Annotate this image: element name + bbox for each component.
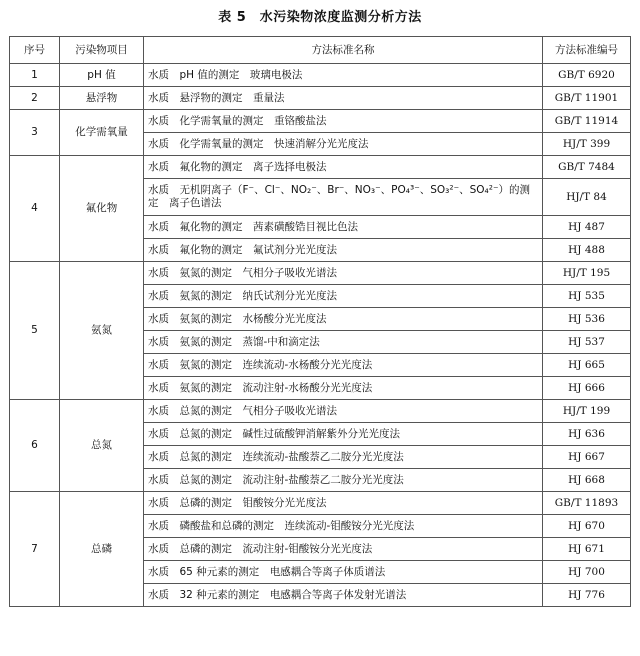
method-code-cell: HJ 700 xyxy=(543,561,631,584)
table-row xyxy=(10,400,631,423)
method-code-cell: HJ 667 xyxy=(543,446,631,469)
method-name-cell: 水质 65 种元素的测定 电感耦合等离子体质谱法 xyxy=(144,561,543,584)
method-code-cell: GB/T 11893 xyxy=(543,492,631,515)
method-code-cell: HJ/T 84 xyxy=(543,179,631,216)
method-name-cell: 水质 总氮的测定 连续流动-盐酸萘乙二胺分光光度法 xyxy=(144,446,543,469)
header-method: 方法标准名称 xyxy=(144,37,543,64)
table-body xyxy=(10,64,631,607)
method-name-cell: 水质 pH 值的测定 玻璃电极法 xyxy=(144,64,543,87)
seq-cell: 7 xyxy=(10,492,60,607)
pollutant-item-cell: 总氮 xyxy=(60,400,144,492)
pollutant-item-cell: 总磷 xyxy=(60,492,144,607)
method-code-cell: HJ/T 199 xyxy=(543,400,631,423)
method-code-cell: HJ 636 xyxy=(543,423,631,446)
method-name-cell: 水质 总磷的测定 流动注射-钼酸铵分光光度法 xyxy=(144,538,543,561)
table-row xyxy=(10,87,631,110)
method-code-cell: HJ 665 xyxy=(543,354,631,377)
table-row xyxy=(10,492,631,515)
method-code-cell: GB/T 7484 xyxy=(543,156,631,179)
method-name-cell: 水质 化学需氧量的测定 快速消解分光光度法 xyxy=(144,133,543,156)
method-code-cell: HJ 487 xyxy=(543,216,631,239)
method-name-cell: 水质 氟化物的测定 离子选择电极法 xyxy=(144,156,543,179)
table-caption: 表 5 水污染物浓度监测分析方法 xyxy=(218,10,422,25)
method-code-cell: HJ 670 xyxy=(543,515,631,538)
header-row xyxy=(10,37,631,64)
method-code-cell: HJ 535 xyxy=(543,285,631,308)
method-code-cell: HJ/T 195 xyxy=(543,262,631,285)
method-name-cell: 水质 氨氮的测定 流动注射-水杨酸分光光度法 xyxy=(144,377,543,400)
method-name-cell: 水质 化学需氧量的测定 重铬酸盐法 xyxy=(144,110,543,133)
pollutant-item-cell: pH 值 xyxy=(60,64,144,87)
method-name-cell: 水质 氨氮的测定 水杨酸分光光度法 xyxy=(144,308,543,331)
method-name-cell: 水质 总氮的测定 流动注射-盐酸萘乙二胺分光光度法 xyxy=(144,469,543,492)
monitoring-methods-table xyxy=(9,36,631,607)
pollutant-item-cell: 氨氮 xyxy=(60,262,144,400)
table-header xyxy=(10,37,631,64)
method-name-cell: 水质 氨氮的测定 气相分子吸收光谱法 xyxy=(144,262,543,285)
seq-cell: 5 xyxy=(10,262,60,400)
method-name-cell: 水质 32 种元素的测定 电感耦合等离子体发射光谱法 xyxy=(144,584,543,607)
method-name-cell: 水质 氨氮的测定 纳氏试剂分光光度法 xyxy=(144,285,543,308)
method-code-cell: HJ 776 xyxy=(543,584,631,607)
seq-cell: 3 xyxy=(10,110,60,156)
seq-cell: 1 xyxy=(10,64,60,87)
method-name-cell: 水质 总氮的测定 碱性过硫酸钾消解紫外分光光度法 xyxy=(144,423,543,446)
header-item: 污染物项目 xyxy=(60,37,144,64)
method-name-cell: 水质 总氮的测定 气相分子吸收光谱法 xyxy=(144,400,543,423)
seq-cell: 2 xyxy=(10,87,60,110)
seq-cell: 4 xyxy=(10,156,60,262)
table-row xyxy=(10,64,631,87)
method-name-cell: 水质 氨氮的测定 蒸馏-中和滴定法 xyxy=(144,331,543,354)
method-code-cell: GB/T 6920 xyxy=(543,64,631,87)
method-name-cell: 水质 氨氮的测定 连续流动-水杨酸分光光度法 xyxy=(144,354,543,377)
seq-cell: 6 xyxy=(10,400,60,492)
method-name-cell: 水质 磷酸盐和总磷的测定 连续流动-钼酸铵分光光度法 xyxy=(144,515,543,538)
pollutant-item-cell: 氟化物 xyxy=(60,156,144,262)
method-code-cell: HJ 536 xyxy=(543,308,631,331)
table-row xyxy=(10,110,631,133)
pollutant-item-cell: 悬浮物 xyxy=(60,87,144,110)
header-seq: 序号 xyxy=(10,37,60,64)
pollutant-item-cell: 化学需氧量 xyxy=(60,110,144,156)
method-code-cell: HJ 671 xyxy=(543,538,631,561)
method-code-cell: HJ 488 xyxy=(543,239,631,262)
method-name-cell: 水质 氟化物的测定 氟试剂分光光度法 xyxy=(144,239,543,262)
method-name-cell: 水质 无机阴离子（F⁻、Cl⁻、NO₂⁻、Br⁻、NO₃⁻、PO₄³⁻、SO₃²⁻、SO₄²⁻）的测定 离子色谱法 xyxy=(144,179,543,216)
method-code-cell: GB/T 11914 xyxy=(543,110,631,133)
method-name-cell: 水质 总磷的测定 钼酸铵分光光度法 xyxy=(144,492,543,515)
method-code-cell: HJ 666 xyxy=(543,377,631,400)
method-name-cell: 水质 悬浮物的测定 重量法 xyxy=(144,87,543,110)
table-row xyxy=(10,262,631,285)
method-code-cell: HJ/T 399 xyxy=(543,133,631,156)
method-name-cell: 水质 氟化物的测定 茜素磺酸锆目视比色法 xyxy=(144,216,543,239)
table-row xyxy=(10,156,631,179)
method-code-cell: HJ 537 xyxy=(543,331,631,354)
header-code: 方法标准编号 xyxy=(543,37,631,64)
method-code-cell: HJ 668 xyxy=(543,469,631,492)
method-code-cell: GB/T 11901 xyxy=(543,87,631,110)
